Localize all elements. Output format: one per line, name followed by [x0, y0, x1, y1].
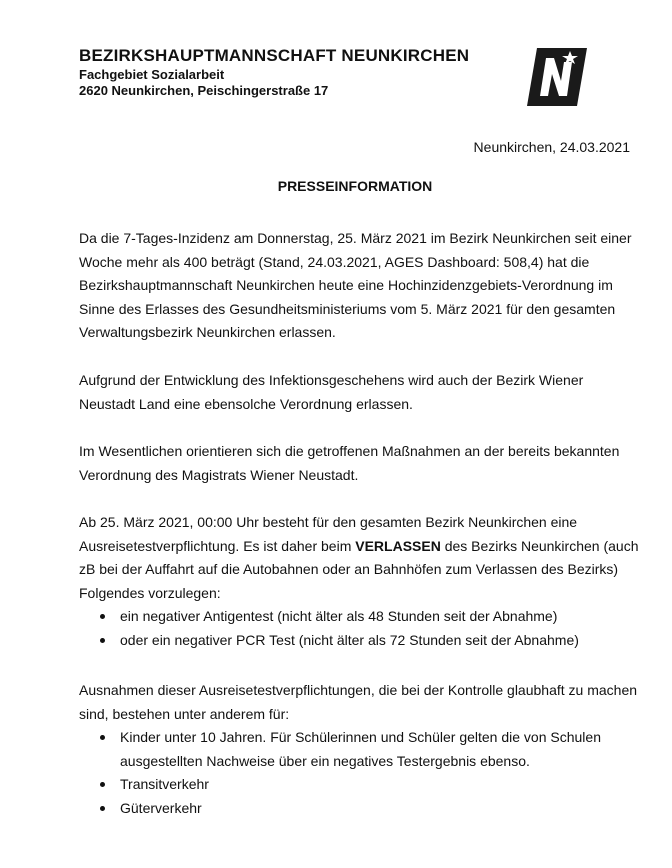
paragraph-incidence	[79, 227, 639, 345]
list-item	[79, 797, 639, 821]
bullet-icon	[100, 806, 105, 811]
list-item	[79, 726, 639, 773]
paragraph-measures	[79, 440, 639, 487]
paragraph-text: Aufgrund der Entwicklung des Infektionsgeschehens wird auch der Bezirk Wiener Neustadt Land eine ebensolche Verordnung erlassen.	[79, 372, 584, 412]
paragraph-text	[79, 511, 639, 605]
bullet-icon	[100, 614, 105, 619]
organization-address: 2620 Neunkirchen, Peischingerstraße 17	[79, 83, 329, 98]
bullet-icon	[100, 782, 105, 787]
bullet-icon	[100, 638, 105, 643]
list-item	[79, 629, 639, 653]
niederoesterreich-n-logo-icon	[527, 48, 587, 106]
text-segment: des Bezirks Neunkirchen (auch zB bei der Auffahrt auf die Autobahnen oder an Bahnhöfen zum Verlassen des Bezirks) Folgendes vorzulegen:	[79, 537, 639, 601]
list-item-text: Güterverkehr	[120, 799, 202, 816]
document-heading: PRESSEINFORMATION	[277, 178, 433, 194]
paragraph-text: Ausnahmen dieser Ausreisetestverpflichtungen, die bei der Kontrolle glaubhaft zu machen sind, bestehen unter anderem für:	[79, 682, 638, 722]
required-tests-list	[79, 605, 639, 652]
paragraph-wiener-neustadt-land	[79, 369, 639, 416]
organization-name: BEZIRKSHAUPTMANNSCHAFT NEUNKIRCHEN	[79, 46, 470, 65]
list-item-text: Kinder unter 10 Jahren. Für Schülerinnen und Schüler gelten die von Schulen ausgestellten Nachweise über ein negatives Testergebnis ebenso.	[120, 729, 601, 769]
list-item-text: ein negativer Antigentest (nicht älter als 48 Stunden seit der Abnahme)	[120, 608, 558, 624]
list-item	[79, 605, 639, 629]
paragraph-exit-test-obligation	[79, 511, 639, 652]
department-name: Fachgebiet Sozialarbeit	[79, 67, 225, 82]
paragraph-exceptions	[79, 679, 639, 820]
list-item-text: Transitverkehr	[120, 776, 209, 792]
text-segment: Ab 25. März 2021, 00:00 Uhr besteht für den gesamten Bezirk Neunkirchen eine Ausreisetestverpflichtung. Es ist daher beim	[79, 514, 578, 554]
date-line: Neunkirchen, 24.03.2021	[473, 139, 630, 155]
list-item-text: oder ein negativer PCR Test (nicht älter als 72 Stunden seit der Abnahme)	[120, 631, 579, 648]
emphasized-text: VERLASSEN	[355, 537, 441, 554]
paragraph-text: Im Wesentlichen orientieren sich die getroffenen Maßnahmen an der bereits bekannten Verordnung des Magistrats Wiener Neustadt.	[79, 443, 620, 483]
paragraph-text: Da die 7-Tages-Inzidenz am Donnerstag, 25. März 2021 im Bezirk Neunkirchen seit einer Woche mehr als 400 beträgt (Stand, 24.03.2021, AGES Dashboard: 508,4) hat die Bezirkshauptmannschaft Neunkirchen heute eine Hochinzidenzgebiets-Verordnung im Sinne des Erlasses des Gesundheitsministeriums vom 5. März 2021 für den gesamten Verwaltungsbezirk Neunkirchen erlassen.	[79, 230, 632, 340]
exceptions-list	[79, 726, 639, 820]
list-item	[79, 773, 639, 797]
bullet-icon	[100, 735, 105, 740]
